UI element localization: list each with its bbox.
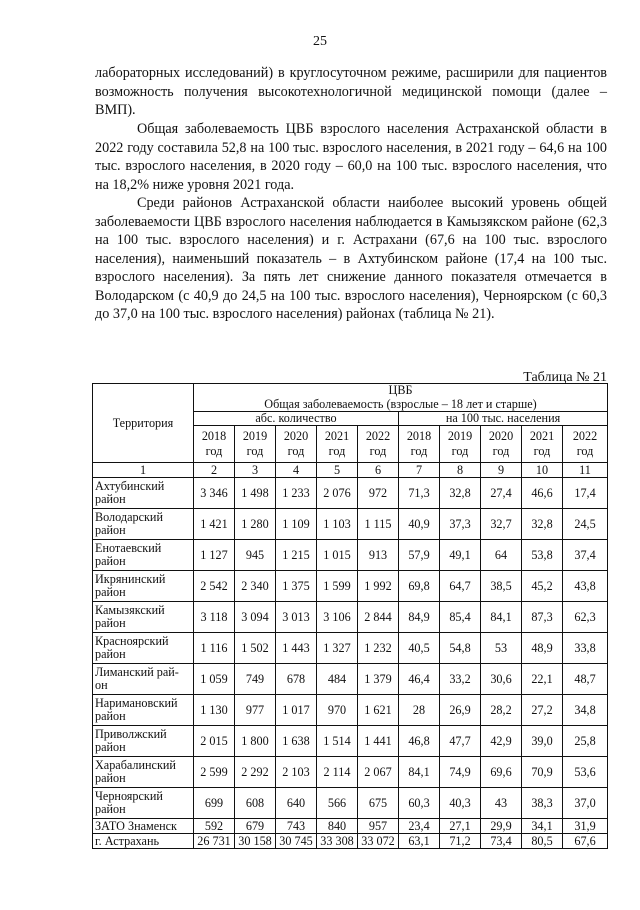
value-cell: 840 [317,819,358,834]
value-cell: 33,8 [563,633,608,664]
header-col-number: 6 [358,463,399,478]
table-row [93,540,608,571]
value-cell: 608 [235,788,276,819]
value-cell: 1 621 [358,695,399,726]
value-cell: 53,8 [522,540,563,571]
value-cell: 3 106 [317,602,358,633]
territory-cell: Икрянинский район [93,571,194,602]
value-cell: 30,6 [481,664,522,695]
territory-cell: Ахтубинский район [93,478,194,509]
paragraph-text: Среди районов Астраханской области наиболее высокий уровень общей заболеваемости ЦВБ взрослого населения наблюдается в Камызякском районе (62,3 на 100 тыс. взрослого населения) и г. Астрахани (67,6 на 100 тыс. взрослого населения), наименьший показатель – в Ахтубинском районе (17,4 на 100 тыс. взрослого населения). За пять лет снижение данного показателя отмечается в Володарском (с 40,9 до 24,5 на 100 тыс. взрослого населения), Черноярском (с 60,3 до 37,0 на 100 тыс. взрослого населения) районах (таблица № 21). [95,195,607,322]
header-col-number: 1 [93,463,194,478]
value-cell: 70,9 [522,757,563,788]
header-col-number: 4 [276,463,317,478]
value-cell: 57,9 [399,540,440,571]
value-cell: 1 599 [317,571,358,602]
header-per100k: на 100 тыс. населения [399,412,608,426]
header-year: 2019 год [440,426,481,463]
value-cell: 1 441 [358,726,399,757]
territory-cell: Володарский район [93,509,194,540]
value-cell: 71,2 [440,834,481,849]
value-cell: 32,8 [440,478,481,509]
paragraph-text: лабораторных исследований) в круглосуточном режиме, расширили для пациентов возможность получения высокотехнологичной медицинской помощи (далее – ВМП). [95,65,607,118]
value-cell: 31,9 [563,819,608,834]
value-cell: 675 [358,788,399,819]
header-year: 2021 год [522,426,563,463]
value-cell: 62,3 [563,602,608,633]
territory-cell: Лиманский рай-он [93,664,194,695]
value-cell: 743 [276,819,317,834]
value-cell: 1 379 [358,664,399,695]
table-body [93,478,608,849]
value-cell: 84,9 [399,602,440,633]
value-cell: 592 [194,819,235,834]
header-year: 2018 год [399,426,440,463]
value-cell: 2 076 [317,478,358,509]
paragraph-3 [95,194,607,324]
value-cell: 26 731 [194,834,235,849]
value-cell: 33 308 [317,834,358,849]
value-cell: 678 [276,664,317,695]
value-cell: 46,4 [399,664,440,695]
header-territory: Территория [93,384,194,463]
value-cell: 37,3 [440,509,481,540]
territory-cell: г. Астрахань [93,834,194,849]
header-year: 2022 год [563,426,608,463]
value-cell: 28,2 [481,695,522,726]
value-cell: 38,3 [522,788,563,819]
value-cell: 2 015 [194,726,235,757]
paragraph-2 [95,120,607,194]
value-cell: 28 [399,695,440,726]
header-abs: абс. количество [194,412,399,426]
value-cell: 23,4 [399,819,440,834]
value-cell: 64 [481,540,522,571]
value-cell: 34,1 [522,819,563,834]
value-cell: 1 103 [317,509,358,540]
value-cell: 2 067 [358,757,399,788]
value-cell: 69,8 [399,571,440,602]
value-cell: 1 215 [276,540,317,571]
value-cell: 63,1 [399,834,440,849]
header-year: 2018 год [194,426,235,463]
value-cell: 22,1 [522,664,563,695]
value-cell: 37,4 [563,540,608,571]
value-cell: 3 013 [276,602,317,633]
table-row [93,571,608,602]
value-cell: 53,6 [563,757,608,788]
value-cell: 24,5 [563,509,608,540]
table-row [93,834,608,849]
value-cell: 1 130 [194,695,235,726]
value-cell: 48,7 [563,664,608,695]
value-cell: 2 340 [235,571,276,602]
value-cell: 1 327 [317,633,358,664]
value-cell: 73,4 [481,834,522,849]
value-cell: 1 638 [276,726,317,757]
value-cell: 33,2 [440,664,481,695]
header-year: 2021 год [317,426,358,463]
paragraph-1 [95,64,607,120]
value-cell: 3 346 [194,478,235,509]
value-cell: 970 [317,695,358,726]
header-year: 2022 год [358,426,399,463]
value-cell: 1 280 [235,509,276,540]
data-table [92,383,608,849]
value-cell: 699 [194,788,235,819]
value-cell: 40,5 [399,633,440,664]
header-col-number: 7 [399,463,440,478]
table-row [93,819,608,834]
value-cell: 27,2 [522,695,563,726]
value-cell: 957 [358,819,399,834]
value-cell: 39,0 [522,726,563,757]
table-row [93,509,608,540]
value-cell: 1 017 [276,695,317,726]
value-cell: 43,8 [563,571,608,602]
value-cell: 1 015 [317,540,358,571]
value-cell: 64,7 [440,571,481,602]
value-cell: 67,6 [563,834,608,849]
territory-cell: ЗАТО Знаменск [93,819,194,834]
value-cell: 972 [358,478,399,509]
value-cell: 30 158 [235,834,276,849]
value-cell: 679 [235,819,276,834]
table-row [93,757,608,788]
value-cell: 45,2 [522,571,563,602]
value-cell: 71,3 [399,478,440,509]
value-cell: 2 292 [235,757,276,788]
value-cell: 1 800 [235,726,276,757]
value-cell: 640 [276,788,317,819]
value-cell: 32,7 [481,509,522,540]
value-cell: 566 [317,788,358,819]
value-cell: 945 [235,540,276,571]
value-cell: 17,4 [563,478,608,509]
value-cell: 30 745 [276,834,317,849]
value-cell: 60,3 [399,788,440,819]
page-number: 25 [313,34,327,49]
territory-cell: Харабалинский район [93,757,194,788]
header-year: 2020 год [276,426,317,463]
value-cell: 84,1 [481,602,522,633]
value-cell: 74,9 [440,757,481,788]
value-cell: 913 [358,540,399,571]
value-cell: 1 127 [194,540,235,571]
value-cell: 2 844 [358,602,399,633]
paragraph-text: Общая заболеваемость ЦВБ взрослого населения Астраханской области в 2022 году составила 52,8 на 100 тыс. взрослого населения, в 2021 году – 64,6 на 100 тыс. взрослого населения, в 2020 году – 60,0 на 100 тыс. взрослого населения, что на 18,2% ниже уровня 2021 года. [95,121,607,193]
value-cell: 46,8 [399,726,440,757]
value-cell: 2 542 [194,571,235,602]
value-cell: 37,0 [563,788,608,819]
value-cell: 47,7 [440,726,481,757]
territory-cell: Енотаевский район [93,540,194,571]
header-col-number: 11 [563,463,608,478]
value-cell: 2 599 [194,757,235,788]
value-cell: 3 118 [194,602,235,633]
value-cell: 2 103 [276,757,317,788]
territory-cell: Красноярский район [93,633,194,664]
value-cell: 1 116 [194,633,235,664]
value-cell: 27,1 [440,819,481,834]
table-row [93,726,608,757]
value-cell: 484 [317,664,358,695]
value-cell: 48,9 [522,633,563,664]
table-row [93,664,608,695]
value-cell: 87,3 [522,602,563,633]
table-caption: Таблица № 21 [523,370,607,385]
header-col-number: 5 [317,463,358,478]
territory-cell: Черноярский район [93,788,194,819]
territory-cell: Камызякский район [93,602,194,633]
header-year: 2020 год [481,426,522,463]
value-cell: 34,8 [563,695,608,726]
value-cell: 1 233 [276,478,317,509]
value-cell: 32,8 [522,509,563,540]
territory-cell: Наримановский район [93,695,194,726]
value-cell: 3 094 [235,602,276,633]
value-cell: 53 [481,633,522,664]
value-cell: 1 375 [276,571,317,602]
value-cell: 1 498 [235,478,276,509]
header-col-number: 9 [481,463,522,478]
header-col-number: 8 [440,463,481,478]
header-col-number: 2 [194,463,235,478]
value-cell: 38,5 [481,571,522,602]
value-cell: 46,6 [522,478,563,509]
value-cell: 40,9 [399,509,440,540]
value-cell: 49,1 [440,540,481,571]
value-cell: 25,8 [563,726,608,757]
table-row [93,602,608,633]
value-cell: 1 992 [358,571,399,602]
value-cell: 40,3 [440,788,481,819]
header-col-number: 3 [235,463,276,478]
header-col-number: 10 [522,463,563,478]
value-cell: 54,8 [440,633,481,664]
table-row [93,788,608,819]
value-cell: 1 059 [194,664,235,695]
value-cell: 27,4 [481,478,522,509]
header-group: ЦВБ [194,384,608,398]
value-cell: 26,9 [440,695,481,726]
value-cell: 85,4 [440,602,481,633]
value-cell: 2 114 [317,757,358,788]
value-cell: 1 421 [194,509,235,540]
header-col-numbers-row [93,463,608,478]
value-cell: 977 [235,695,276,726]
value-cell: 1 232 [358,633,399,664]
table-row [93,633,608,664]
value-cell: 84,1 [399,757,440,788]
table-row [93,478,608,509]
value-cell: 1 514 [317,726,358,757]
value-cell: 1 115 [358,509,399,540]
header-subtitle: Общая заболеваемость (взрослые – 18 лет и старше) [194,398,608,412]
value-cell: 33 072 [358,834,399,849]
value-cell: 749 [235,664,276,695]
value-cell: 42,9 [481,726,522,757]
table-row [93,695,608,726]
header-year: 2019 год [235,426,276,463]
value-cell: 43 [481,788,522,819]
value-cell: 80,5 [522,834,563,849]
value-cell: 1 502 [235,633,276,664]
value-cell: 1 443 [276,633,317,664]
territory-cell: Приволжский район [93,726,194,757]
value-cell: 69,6 [481,757,522,788]
value-cell: 1 109 [276,509,317,540]
value-cell: 29,9 [481,819,522,834]
